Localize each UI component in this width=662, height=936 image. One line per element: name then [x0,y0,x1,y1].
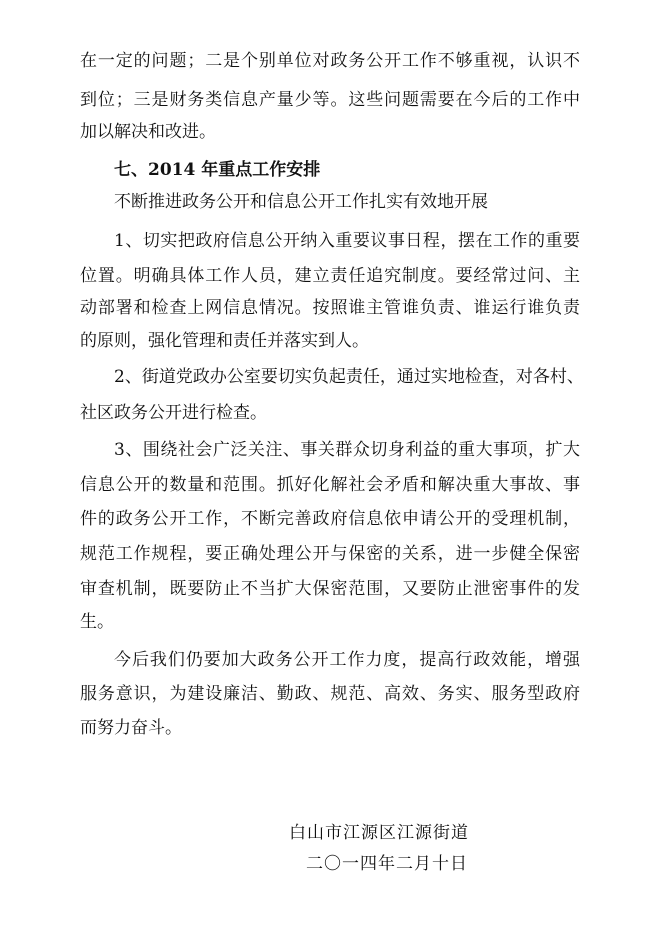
item-2-line-1: 2、街道党政办公室要切实负起责任，通过实地检查，对各村、 [114,367,584,387]
item-3-line-5: 审查机制，既要防止不当扩大保密范围，又要防止泄密事件的发 [80,579,580,599]
item-1-line-1: 1、切实把政府信息公开纳入重要议事日程，摆在工作的重要 [114,231,580,251]
signature-date: 二〇一四年二月十日 [306,854,468,874]
closing-line-3: 而努力奋斗。 [80,718,182,738]
intro-line-1: 在一定的问题；二是个别单位对政务公开工作不够重视，认识不 [80,51,580,71]
item-3-line-1: 3、围绕社会广泛关注、事关群众切身利益的重大事项，扩大 [114,440,580,460]
item-1-line-3: 动部署和检查上网信息情况。按照谁主管谁负责、谁运行谁负责 [80,298,580,318]
item-1-line-4: 的原则，强化管理和责任并落实到人。 [80,331,369,351]
intro-line-3: 加以解决和改进。 [80,122,216,142]
item-3-line-2: 信息公开的数量和范围。抓好化解社会矛盾和解决重大事故、事 [80,475,580,495]
item-3-line-3: 件的政务公开工作，不断完善政府信息依申请公开的受理机制， [80,509,580,529]
item-3-line-4: 规范工作规程，要正确处理公开与保密的关系，进一步健全保密 [80,544,580,564]
signature-organization: 白山市江源区江源街道 [289,823,469,843]
item-2-line-2: 社区政务公开进行检查。 [80,403,267,423]
item-3-line-6: 生。 [80,612,114,632]
item-1-line-2: 位置。明确具体工作人员，建立责任追究制度。要经常过问、主 [80,266,580,286]
closing-line-2: 服务意识，为建设廉洁、勤政、规范、高效、务实、服务型政府 [80,684,580,704]
section-subtitle: 不断推进政务公开和信息公开工作扎实有效地开展 [114,192,488,212]
closing-line-1: 今后我们仍要加大政务公开工作力度，提高行政效能，增强 [114,650,580,670]
intro-line-2: 到位；三是财务类信息产量少等。这些问题需要在今后的工作中 [80,90,580,110]
section-heading: 七、2014 年重点工作安排 [114,160,321,180]
